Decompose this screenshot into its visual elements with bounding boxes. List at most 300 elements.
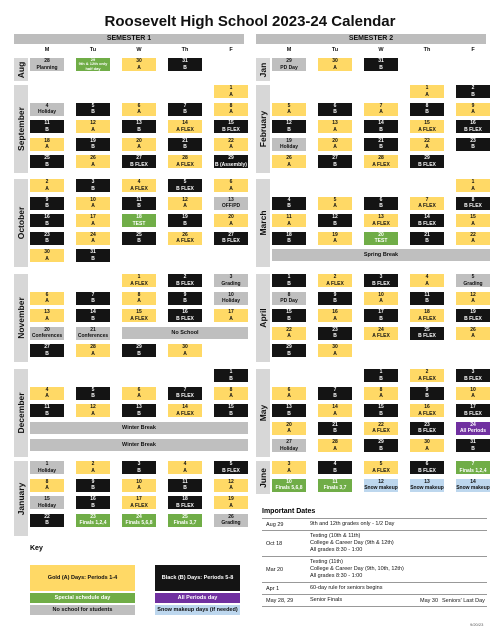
day-cell xyxy=(318,120,352,133)
day-type: A xyxy=(229,109,233,115)
day-cell xyxy=(318,155,352,168)
day-type: B FLEX xyxy=(372,280,390,287)
day-number: 12 xyxy=(228,478,234,485)
day-number: 18 xyxy=(136,214,142,220)
day-number: 9 xyxy=(91,478,95,485)
day-type: B xyxy=(379,375,383,382)
day-cell xyxy=(410,155,444,168)
day-type: B xyxy=(333,393,337,399)
day-cell xyxy=(122,214,156,227)
day-type: Snow makeup xyxy=(456,485,490,491)
day-cell xyxy=(122,387,156,400)
day-cell xyxy=(168,138,202,151)
divider xyxy=(262,518,487,519)
day-number: 5 xyxy=(379,461,383,467)
day-type: A FLEX xyxy=(176,410,194,417)
month-name: March xyxy=(258,210,268,236)
day-number: 16 xyxy=(44,214,50,220)
day-cell xyxy=(168,461,202,474)
day-type: A xyxy=(471,333,475,339)
day-type: B FLEX xyxy=(176,393,194,399)
day-type: B xyxy=(287,203,291,209)
day-cell xyxy=(30,344,64,357)
revision-date: 9/20/23 xyxy=(470,622,484,627)
day-type: A xyxy=(333,410,337,417)
day-number: 20 xyxy=(44,326,50,333)
day-type: B FLEX xyxy=(222,126,240,133)
day-cell xyxy=(364,439,398,452)
day-type: A xyxy=(379,393,383,399)
day-number: 15 xyxy=(44,496,50,502)
day-number: 31 xyxy=(470,439,476,445)
month-name: September xyxy=(16,107,26,151)
day-cell xyxy=(364,369,398,382)
day-cell xyxy=(168,404,202,417)
day-number: 17 xyxy=(90,214,96,220)
day-number: 5 xyxy=(183,179,187,185)
day-header-th: Th xyxy=(181,47,189,53)
day-type: B xyxy=(91,144,95,150)
day-cell xyxy=(456,439,490,452)
description-line: College & Career Day (9th & 12th) xyxy=(310,540,394,546)
day-type: B xyxy=(91,255,95,262)
day-cell xyxy=(410,461,444,474)
day-number: 28 xyxy=(90,344,96,350)
day-type: A xyxy=(45,393,49,399)
day-type: A xyxy=(287,393,291,399)
day-cell xyxy=(76,138,110,151)
day-number: 9 xyxy=(333,291,337,298)
day-type: B xyxy=(333,161,337,168)
day-cell xyxy=(456,85,490,98)
day-cell xyxy=(456,120,490,133)
banner: Winter Break xyxy=(30,422,248,434)
day-cell xyxy=(318,103,352,116)
day-type: A xyxy=(379,298,383,304)
day-type: A xyxy=(333,350,337,357)
day-number: 28 xyxy=(182,155,188,161)
day-type: B xyxy=(183,109,187,115)
day-type: B xyxy=(137,467,141,474)
day-cell xyxy=(272,138,306,151)
day-type: A xyxy=(91,467,95,474)
day-type: B FLEX xyxy=(176,502,194,509)
day-number: 11 xyxy=(182,478,188,485)
day-number: 14 xyxy=(332,404,338,410)
day-type: B xyxy=(287,280,291,287)
day-number: 20 xyxy=(378,231,384,238)
day-type: B FLEX xyxy=(464,410,482,417)
day-number: 22 xyxy=(424,137,430,144)
day-cell xyxy=(76,309,110,322)
day-cell xyxy=(76,120,110,133)
day-type: A FLEX xyxy=(130,315,148,322)
day-cell xyxy=(318,232,352,245)
day-cell xyxy=(168,514,202,527)
key-black-days: Black (B) Days: Periods 5-8 xyxy=(155,565,240,591)
day-type: B FLEX xyxy=(418,161,436,168)
day-type: B xyxy=(333,467,337,474)
day-number: 23 xyxy=(470,137,476,144)
day-number: 7 xyxy=(333,386,337,393)
day-cell xyxy=(168,344,202,357)
day-type: B FLEX xyxy=(222,467,240,474)
day-cell xyxy=(214,85,248,98)
day-number: 14 xyxy=(90,309,96,315)
day-number: 12 xyxy=(470,291,476,298)
day-type: B xyxy=(91,315,95,322)
day-number: 25 xyxy=(182,513,188,520)
day-type: A xyxy=(91,126,95,133)
day-type: B xyxy=(425,298,429,304)
day-cell xyxy=(76,344,110,357)
day-cell xyxy=(76,292,110,305)
day-type: B xyxy=(183,220,187,227)
day-number: 6 xyxy=(137,386,141,393)
day-type: B xyxy=(333,428,337,434)
day-type: A xyxy=(333,64,337,71)
day-type: B xyxy=(137,350,141,357)
day-type: B FLEX xyxy=(418,220,436,227)
day-cell xyxy=(30,103,64,116)
divider xyxy=(262,556,487,557)
day-number: 12 xyxy=(378,478,384,485)
important-description xyxy=(310,533,394,554)
day-number: 13 xyxy=(286,404,292,410)
day-type: A xyxy=(287,428,291,434)
day-type: A FLEX xyxy=(418,203,436,209)
day-cell xyxy=(318,58,352,71)
day-cell xyxy=(168,274,202,287)
day-type: A FLEX xyxy=(130,185,148,192)
day-type: OFF/PD xyxy=(221,203,241,209)
day-number: 10 xyxy=(228,291,234,298)
day-cell xyxy=(410,439,444,452)
day-type: B xyxy=(137,238,141,244)
day-number: 13 xyxy=(378,214,384,220)
day-number: 16 xyxy=(470,120,476,126)
day-cell xyxy=(30,496,64,509)
day-number: 8 xyxy=(137,291,141,298)
important-date: Mar 20 xyxy=(266,566,284,573)
day-type: B xyxy=(379,126,383,133)
day-number: 4 xyxy=(333,461,337,467)
day-type: PD Day xyxy=(280,64,298,71)
day-cell xyxy=(30,461,64,474)
day-cell xyxy=(214,369,248,382)
day-number: 25 xyxy=(136,231,142,238)
day-cell xyxy=(76,387,110,400)
day-cell xyxy=(456,179,490,192)
day-number: 24 xyxy=(136,513,142,520)
day-number: 11 xyxy=(136,196,142,203)
day-cell xyxy=(272,439,306,452)
day-type: B xyxy=(91,485,95,491)
day-type: A xyxy=(471,185,475,192)
day-type: A xyxy=(471,220,475,227)
day-cell xyxy=(410,404,444,417)
day-cell xyxy=(318,344,352,357)
key-snow-makeup: Snow makeup days (if needed) xyxy=(155,605,240,615)
day-number: 11 xyxy=(44,120,50,126)
day-cell xyxy=(30,120,64,133)
day-type: TEST xyxy=(374,238,388,244)
month-name: January xyxy=(16,482,26,515)
important-description xyxy=(310,559,404,580)
day-number: 27 xyxy=(136,155,142,161)
month-label-sep xyxy=(14,85,28,173)
day-cell xyxy=(456,197,490,210)
day-cell xyxy=(30,58,64,71)
day-type: A xyxy=(91,161,95,168)
day-type: B FLEX xyxy=(176,315,194,322)
day-cell xyxy=(364,232,398,245)
day-type: B xyxy=(333,298,337,304)
day-number: 16 xyxy=(332,309,338,315)
day-type: A xyxy=(333,238,337,244)
day-type: A xyxy=(425,445,429,452)
day-cell xyxy=(456,422,490,435)
day-type: B xyxy=(379,445,383,452)
day-type: A FLEX xyxy=(372,428,390,434)
day-cell xyxy=(364,197,398,210)
day-cell xyxy=(364,292,398,305)
day-type: A xyxy=(229,91,233,98)
day-type: A xyxy=(45,185,49,192)
day-number: 10 xyxy=(378,291,384,298)
day-cell xyxy=(364,138,398,151)
day-number: 1 xyxy=(471,179,475,185)
day-type: B xyxy=(91,502,95,509)
day-cell xyxy=(122,120,156,133)
day-number: 10 xyxy=(470,386,476,393)
day-type: A FLEX xyxy=(372,220,390,227)
day-number: 8 xyxy=(379,386,383,393)
day-type: A xyxy=(91,410,95,417)
day-type: A xyxy=(91,350,95,357)
day-number: 19 xyxy=(470,309,476,315)
day-cell xyxy=(456,461,490,474)
day-cell xyxy=(30,514,64,527)
day-type: Finals 3,7 xyxy=(323,485,347,491)
day-number: 19 xyxy=(228,496,234,502)
day-number: 18 xyxy=(286,231,292,238)
divider xyxy=(262,582,487,583)
day-number: 16 xyxy=(90,496,96,502)
month-name: Jan xyxy=(258,62,268,77)
month-label-nov xyxy=(14,274,28,362)
day-number: 6 xyxy=(45,291,49,298)
semester-2-header: SEMESTER 2 xyxy=(256,34,486,44)
day-number: 27 xyxy=(286,439,292,445)
day-cell xyxy=(168,232,202,245)
day-type: Snow makeup xyxy=(364,485,398,491)
important-date: May 30 xyxy=(420,598,439,604)
day-number: 30 xyxy=(44,249,50,255)
day-number: 6 xyxy=(379,196,383,203)
day-type: A FLEX xyxy=(372,467,390,474)
description-line: All grades 8:30 - 1:00 xyxy=(310,547,363,553)
day-cell xyxy=(122,274,156,287)
day-number: 4 xyxy=(45,102,49,109)
day-cell xyxy=(214,179,248,192)
day-number: 8 xyxy=(229,386,233,393)
day-cell xyxy=(456,387,490,400)
day-number: 11 xyxy=(424,291,430,298)
month-label-jun xyxy=(256,461,270,494)
day-type: A FLEX xyxy=(418,315,436,322)
day-number: 6 xyxy=(425,461,429,467)
day-cell xyxy=(214,232,248,245)
day-cell xyxy=(318,439,352,452)
day-number: 7 xyxy=(425,196,429,203)
day-type: Conferences xyxy=(77,333,109,339)
day-type: Holiday xyxy=(37,502,57,509)
day-type: A FLEX xyxy=(418,375,436,382)
day-type: B xyxy=(379,144,383,150)
day-cell xyxy=(318,422,352,435)
day-cell xyxy=(122,232,156,245)
day-type: B xyxy=(379,315,383,322)
day-type: B xyxy=(45,350,49,357)
day-cell xyxy=(272,155,306,168)
day-number: 2 xyxy=(183,274,187,280)
day-type: PD Day xyxy=(280,298,298,304)
day-cell xyxy=(214,404,248,417)
divider xyxy=(262,594,487,595)
day-cell xyxy=(318,327,352,340)
day-cell xyxy=(410,274,444,287)
day-cell xyxy=(214,514,248,527)
day-cell xyxy=(214,120,248,133)
day-number: 11 xyxy=(286,214,292,220)
day-type: B xyxy=(45,520,49,526)
day-type: B xyxy=(183,144,187,150)
day-number: 5 xyxy=(91,386,95,393)
day-cell xyxy=(214,197,248,210)
day-number: 10 xyxy=(286,478,292,485)
day-type: A xyxy=(229,502,233,509)
day-number: 22 xyxy=(378,421,384,428)
day-number: 26 xyxy=(182,231,188,238)
day-type: B xyxy=(45,126,49,133)
day-number: 20 xyxy=(286,421,292,428)
day-number: 3 xyxy=(471,369,475,375)
day-type: A xyxy=(425,144,429,150)
day-cell xyxy=(168,58,202,71)
day-type: B FLEX xyxy=(464,315,482,322)
day-number: 1 xyxy=(379,369,383,375)
day-number: 19 xyxy=(182,214,188,220)
day-number: 17 xyxy=(470,404,476,410)
day-cell xyxy=(456,479,490,492)
day-type: B xyxy=(45,161,49,168)
day-number: 1 xyxy=(425,85,429,91)
day-cell xyxy=(168,387,202,400)
description-line: 60-day rule for seniors begins xyxy=(310,585,383,591)
day-cell xyxy=(364,274,398,287)
day-number: 14 xyxy=(424,214,430,220)
day-type: A xyxy=(45,255,49,262)
day-type: A xyxy=(333,126,337,133)
month-name: April xyxy=(258,308,268,328)
day-cell xyxy=(364,214,398,227)
day-cell xyxy=(364,404,398,417)
day-number: 7 xyxy=(183,102,187,109)
day-cell xyxy=(272,103,306,116)
day-number: 16 xyxy=(182,309,188,315)
day-number: 11 xyxy=(44,404,50,410)
day-type: B (Assembly) xyxy=(215,161,247,168)
day-type: Grading xyxy=(221,520,241,526)
day-number: 27 xyxy=(44,344,50,350)
day-cell xyxy=(30,155,64,168)
day-type: B xyxy=(45,203,49,209)
day-cell xyxy=(364,461,398,474)
day-cell xyxy=(364,479,398,492)
day-number: 18 xyxy=(182,496,188,502)
key-all-periods: All Periods day xyxy=(155,593,240,603)
day-number: 31 xyxy=(182,58,188,64)
day-type: half day xyxy=(85,65,101,71)
day-number: 25 xyxy=(44,155,50,161)
day-number: 26 xyxy=(90,155,96,161)
day-type: B xyxy=(333,333,337,339)
day-cell xyxy=(410,232,444,245)
day-header-tu: Tu xyxy=(331,47,339,53)
day-number: 2 xyxy=(471,85,475,91)
day-cell xyxy=(214,292,248,305)
day-number: 12 xyxy=(332,214,338,220)
day-cell xyxy=(410,103,444,116)
day-cell xyxy=(364,58,398,71)
day-type: B FLEX xyxy=(418,467,436,474)
day-number: 15 xyxy=(228,404,234,410)
day-type: A xyxy=(137,298,141,304)
day-type: B xyxy=(471,144,475,150)
day-number: 13 xyxy=(424,478,430,485)
day-type: A xyxy=(471,393,475,399)
day-cell xyxy=(272,58,306,71)
day-cell xyxy=(456,103,490,116)
day-cell xyxy=(318,479,352,492)
day-number: 29 xyxy=(136,344,142,350)
day-cell xyxy=(168,292,202,305)
day-type: A xyxy=(137,485,141,491)
day-type: B xyxy=(45,220,49,227)
day-number: 4 xyxy=(137,179,141,185)
day-number: 20 xyxy=(332,137,338,144)
day-cell xyxy=(364,103,398,116)
day-cell xyxy=(410,309,444,322)
day-cell xyxy=(272,197,306,210)
day-number: 24 xyxy=(90,231,96,238)
day-type: Finals 3,7 xyxy=(173,520,197,526)
description-line: 9th and 12th grades only - 1/2 Day xyxy=(310,521,395,527)
day-cell xyxy=(76,479,110,492)
day-number: 9 xyxy=(45,196,49,203)
day-cell xyxy=(456,138,490,151)
day-cell xyxy=(30,387,64,400)
day-number: 8 xyxy=(45,478,49,485)
day-number: 23 xyxy=(332,326,338,333)
day-number: 4 xyxy=(425,274,429,280)
description-line: All grades 8:30 - 1:00 xyxy=(310,573,363,579)
day-cell xyxy=(76,103,110,116)
day-number: 29 xyxy=(228,155,234,161)
month-label-aug xyxy=(14,58,28,81)
day-cell xyxy=(456,404,490,417)
